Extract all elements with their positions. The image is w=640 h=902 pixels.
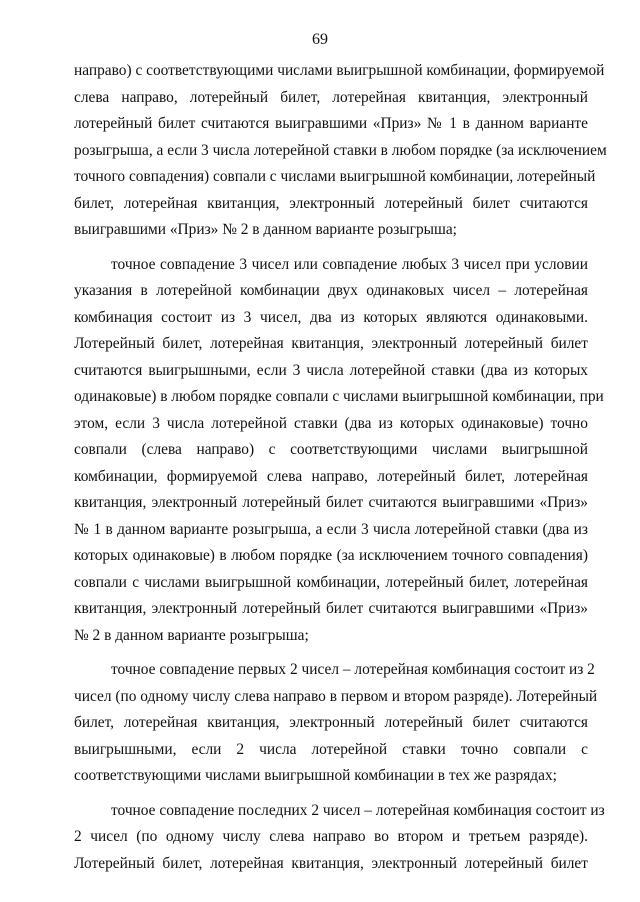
text-line: точное совпадение 3 чисел или совпадение любых 3 чисел при условии xyxy=(111,255,588,273)
text-line: Лотерейный билет, лотерейная квитанция, электронный лотерейный билет xyxy=(74,335,588,352)
paragraph-4 xyxy=(74,798,605,878)
text-line: Лотерейный билет, лотерейная квитанция, электронный лотерейный билет xyxy=(74,854,588,872)
text-line: квитанция, электронный лотерейный билет считаются выигравшими «Приз» xyxy=(74,494,588,511)
paragraph-3 xyxy=(74,657,598,790)
text-line: розыгрыша, а если 3 числа лотерейной ставки в любом порядке (за исключением xyxy=(74,141,607,159)
text-line: лотерейный билет считаются выигравшими «Приз» № 1 в данном варианте xyxy=(74,115,588,132)
text-line: этом, если 3 числа лотерейной ставки (два из которых одинаковые) точно xyxy=(74,414,588,432)
text-line: комбинация состоит из 3 чисел, два из которых являются одинаковыми. xyxy=(74,308,588,326)
text-line: квитанция, электронный лотерейный билет считаются выигравшими «Приз» xyxy=(74,600,588,617)
text-line: комбинации, формируемой слева направо, лотерейный билет, лотерейная xyxy=(74,467,588,485)
text-line: выигрышными, если 2 числа лотерейной ставки точно совпали с xyxy=(74,740,588,758)
text-line: указания в лотерейной комбинации двух одинаковых чисел – лотерейная xyxy=(74,282,588,299)
paragraph-1 xyxy=(74,58,607,244)
text-line: выигравшими «Приз» № 2 в данном варианте розыгрыша; xyxy=(74,221,457,238)
text-line: совпали (слева направо) с соответствующими числами выигрышной xyxy=(74,441,588,458)
text-line: 2 чисел (по одному числу слева направо во втором и третьем разряде). xyxy=(74,828,588,845)
text-line: точного совпадения) совпали с числами выигрышной комбинации, лотерейный xyxy=(74,168,596,185)
text-line: одинаковые) в любом порядке совпали с числами выигрышной комбинации, при xyxy=(74,388,604,405)
text-line: № 2 в данном варианте розыгрыша; xyxy=(74,626,309,644)
body-text xyxy=(74,58,607,877)
text-line: которых одинаковые) в любом порядке (за исключением точного совпадения) xyxy=(74,547,588,564)
text-line: соответствующими числами выигрышной комбинации в тех же разрядах; xyxy=(74,767,557,784)
text-line: считаются выигрышными, если 3 числа лотерейной ставки (два из которых xyxy=(74,361,588,379)
text-line: № 1 в данном варианте розыгрыша, а если 3 числа лотерейной ставки (два из xyxy=(74,520,588,538)
text-line: точное совпадение первых 2 чисел – лотерейная комбинация состоит из 2 xyxy=(111,661,595,678)
text-line: совпали с числами выигрышной комбинации, лотерейный билет, лотерейная xyxy=(74,573,588,591)
paragraph-2 xyxy=(74,252,604,650)
text-line: слева направо, лотерейный билет, лотерейная квитанция, электронный xyxy=(74,88,588,106)
text-line: билет, лотерейная квитанция, электронный лотерейный билет считаются xyxy=(74,194,588,212)
text-line: точное совпадение последних 2 чисел – лотерейная комбинация состоит из xyxy=(111,801,605,819)
text-line: билет, лотерейная квитанция, электронный лотерейный билет считаются xyxy=(74,714,588,731)
text-line: направо) с соответствующими числами выигрышной комбинации, формируемой xyxy=(74,62,605,79)
text-line: чисел (по одному числу слева направо в первом и втором разряде). Лотерейный xyxy=(74,687,598,705)
page-number: 69 xyxy=(312,31,328,48)
